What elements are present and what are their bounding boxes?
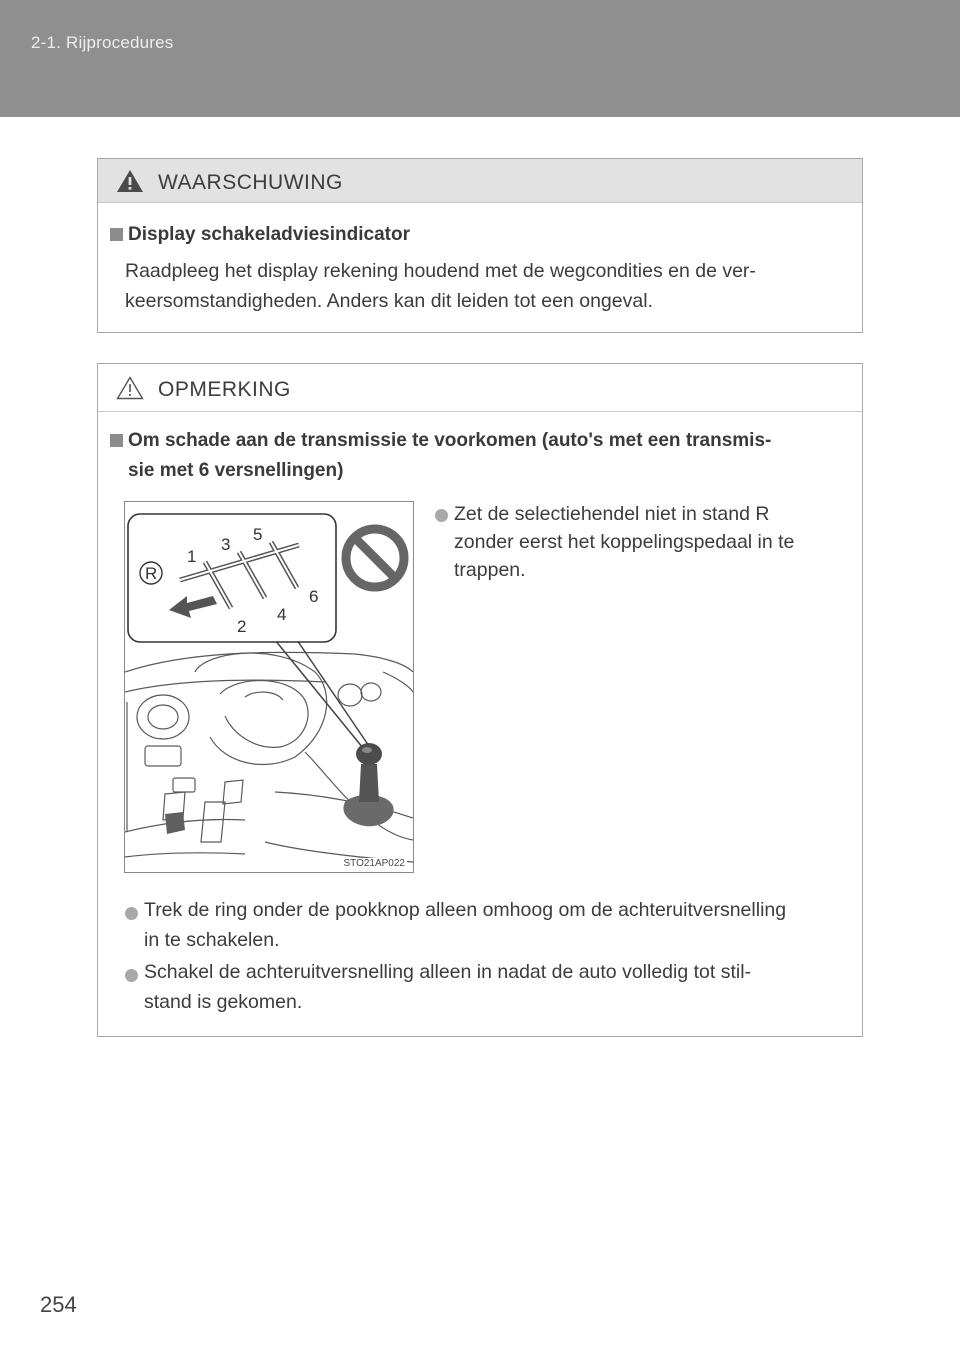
figure-code: STO21AP022 [343,858,405,869]
round-bullet-icon [435,509,448,522]
notice-bullet1-line: zonder eerst het koppelingspedaal in te [454,531,795,553]
gear-knob-icon [343,743,393,826]
warning-text-line: Raadpleeg het display rekening houdend met de wegcondities en de ver- [125,260,756,282]
warning-triangle-icon [116,169,144,193]
notice-bullet3-line: Schakel de achteruitversnelling alleen in nadat de auto volledig tot stil- [144,961,752,983]
notice-heading-line: Om schade aan de transmissie te voorkomen (auto's met een transmis- [128,430,772,451]
notice-header [98,364,862,412]
warning-title: WAARSCHUWING [158,171,343,194]
notice-bullet1-line: Zet de selectiehendel niet in stand R [454,503,770,525]
notice-heading-line: sie met 6 versnellingen) [128,460,344,481]
prohibited-sign-icon [346,529,404,587]
notice-bullet2-line: in te schakelen. [144,929,280,951]
notice-bullet1-line: trappen. [454,559,526,581]
clutch-pedal-icon [165,812,185,834]
warning-box [97,158,863,333]
square-bullet-icon [110,434,123,447]
square-bullet-icon [110,228,123,241]
gear-label-1: 1 [187,547,197,566]
warning-header [98,159,862,203]
gear-label-6: 6 [309,587,319,606]
round-bullet-icon [125,907,138,920]
caution-triangle-icon [116,376,144,400]
round-bullet-icon [125,969,138,982]
notice-bullet2-line: Trek de ring onder de pookknop alleen omhoog om de achteruitversnelling [144,899,787,921]
warning-text-line: keersomstandigheden. Anders kan dit leiden tot een ongeval. [125,290,653,312]
gear-label-3: 3 [221,535,231,554]
notice-title: OPMERKING [158,378,291,401]
gear-label-5: 5 [253,525,263,544]
gearshift-illustration [124,501,414,873]
warning-heading: Display schakeladviesindicator [128,224,410,245]
gear-label-R: R [145,564,158,583]
gearshift-drawing [125,502,413,872]
page-number: 254 [40,1292,77,1317]
notice-bullet3-line: stand is gekomen. [144,991,303,1013]
page-header [0,0,960,117]
gear-label-4: 4 [277,605,287,624]
gear-label-2: 2 [237,617,247,636]
gear-pattern-callout [128,514,336,642]
section-title: 2-1. Rijprocedures [31,33,174,52]
